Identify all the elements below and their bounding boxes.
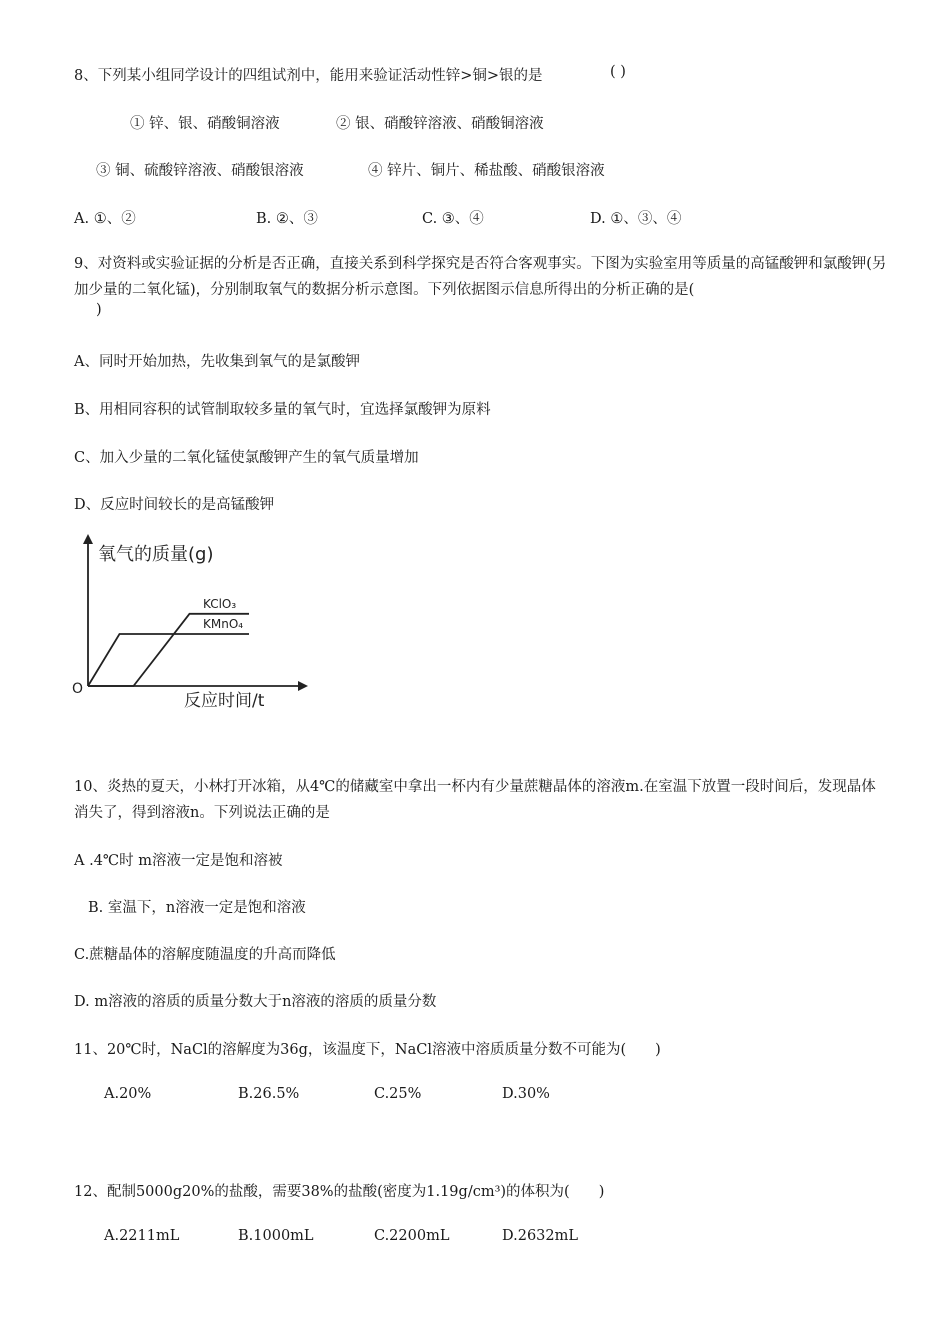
q8-option-a: A. ①、②: [74, 211, 136, 227]
oxygen-mass-chart: [68, 532, 328, 712]
x-axis-label: 反应时间/t: [184, 691, 265, 711]
q9-option-d: D、反应时间较长的是高锰酸钾: [74, 497, 275, 513]
q9-stem: 9、对资料或实验证据的分析是否正确，直接关系到科学探究是否符合客观事实。下图为实验室用等质量的高锰酸钾和氯酸钾(另加少量的二氧化锰)，分别制取氧气的数据分析示意图。下列依据图示信息所得出的分析正确的是(: [74, 256, 887, 298]
origin-label: O: [72, 681, 84, 697]
q10-option-d: D. m溶液的溶质的质量分数大于n溶液的溶质的质量分数: [74, 994, 437, 1010]
q9-option-a: A、同时开始加热，先收集到氧气的是氯酸钾: [74, 354, 360, 370]
q8-item-1: ① 锌、银、硝酸铜溶液: [130, 116, 280, 132]
q9-option-b: B、用相同容积的试管制取较多量的氧气时，宜选择氯酸钾为原料: [74, 402, 491, 418]
q9-stem-end: ): [96, 302, 102, 318]
y-axis-arrow: [83, 534, 93, 544]
q11-option-c: C.25%: [374, 1086, 422, 1102]
q8-option-b: B. ②、③: [256, 211, 318, 227]
q12-stem: 12、配制5000g20%的盐酸，需要38%的盐酸(密度为1.19g/cm³)的体积为( ): [74, 1184, 605, 1200]
q12-option-c: C.2200mL: [374, 1228, 450, 1244]
y-axis-label: 氧气的质量(g): [98, 544, 214, 565]
q8-item-2: ② 银、硝酸锌溶液、硝酸铜溶液: [336, 116, 544, 132]
q11-option-b: B.26.5%: [238, 1086, 300, 1102]
q8-item-3: ③ 铜、硫酸锌溶液、硝酸银溶液: [96, 163, 304, 179]
q8-item-4: ④ 锌片、铜片、稀盐酸、硝酸银溶液: [368, 163, 605, 179]
q12-option-a: A.2211mL: [104, 1228, 180, 1244]
q8-option-d: D. ①、③、④: [590, 211, 682, 227]
q11-option-a: A.20%: [104, 1086, 152, 1102]
q10-stem: 10、炎热的夏天，小林打开冰箱，从4℃的储藏室中拿出一杯内有少量蔗糖晶体的溶液m.在室温下放置一段时间后，发现晶体消失了，得到溶液n。下列说法正确的是: [74, 779, 876, 821]
q8-answer-paren: ( ): [610, 64, 626, 80]
x-axis-arrow: [298, 681, 308, 691]
q10-option-c: C.蔗糖晶体的溶解度随温度的升高而降低: [74, 947, 336, 963]
q8-stem: 8、下列某小组同学设计的四组试剂中，能用来验证活动性锌>铜>银的是: [74, 68, 543, 84]
q11-stem: 11、20℃时，NaCl的溶解度为36g，该温度下，NaCl溶液中溶质质量分数不可能为( ): [74, 1042, 661, 1058]
q8-option-c: C. ③、④: [422, 211, 484, 227]
series-label-kmno4: KMnO₄: [203, 617, 244, 631]
q11-option-d: D.30%: [502, 1086, 550, 1102]
q12-option-d: D.2632mL: [502, 1228, 578, 1244]
q10-option-b: B. 室温下，n溶液一定是饱和溶液: [88, 900, 306, 916]
q10-option-a: A .4℃时 m溶液一定是饱和溶被: [74, 853, 283, 869]
series-label-kclo3: KClO₃: [203, 596, 237, 611]
q12-option-b: B.1000mL: [238, 1228, 314, 1244]
q9-option-c: C、加入少量的二氧化锰使氯酸钾产生的氧气质量增加: [74, 450, 419, 466]
